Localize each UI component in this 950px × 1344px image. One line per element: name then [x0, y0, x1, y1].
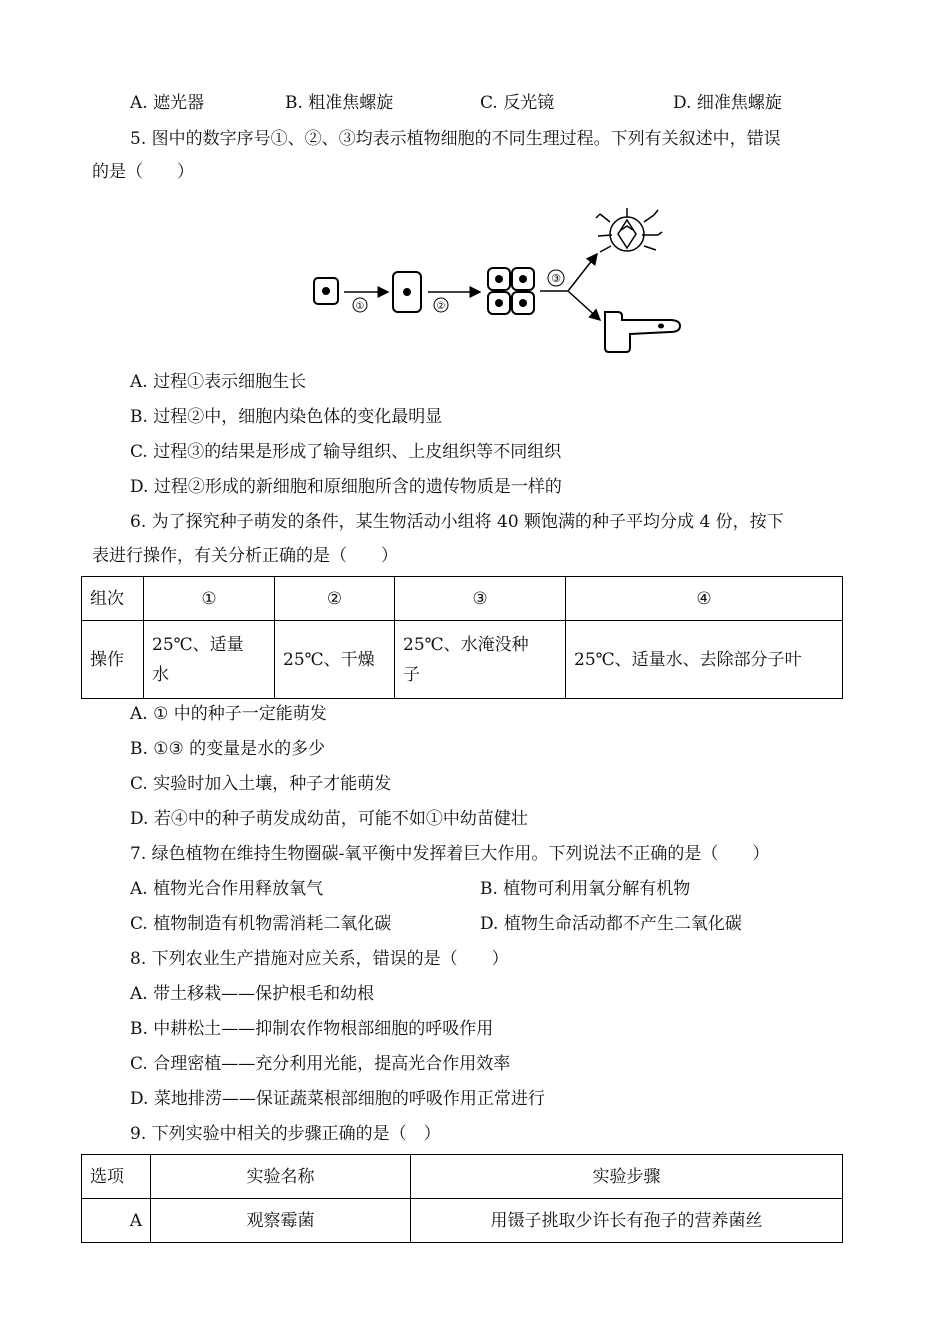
q8-option-c: C. 合理密植——充分利用光能，提高光合作用效率 [130, 1054, 511, 1074]
cell-process-diagram [300, 202, 700, 362]
q6-header-4: ④ [566, 577, 843, 621]
q6-cell-3-line1: 25℃、水淹没种 [403, 634, 529, 655]
q6-header-group: 组次 [82, 577, 144, 621]
q5-stem-line1: 5. 图中的数字序号①、②、③均表示植物细胞的不同生理过程。下列有关叙述中，错误 [130, 129, 781, 149]
q6-option-a: A. ① 中的种子一定能萌发 [130, 704, 327, 724]
q8-option-a: A. 带土移栽——保护根毛和幼根 [130, 984, 375, 1004]
q6-cell-1-line2: 水 [152, 664, 169, 685]
differentiated-cell-bottom [605, 312, 680, 352]
divided-cells [488, 268, 534, 314]
q6-option-c: C. 实验时加入土壤，种子才能萌发 [130, 774, 392, 794]
q7-option-c: C. 植物制造有机物需消耗二氧化碳 [130, 914, 392, 934]
q9-header-name: 实验名称 [151, 1155, 411, 1199]
q9-row-a-name: 观察霉菌 [151, 1199, 411, 1243]
q4-option-d: D. 细准焦螺旋 [673, 93, 782, 113]
q7-option-a: A. 植物光合作用释放氧气 [130, 879, 324, 899]
q5-option-b: B. 过程②中，细胞内染色体的变化最明显 [130, 407, 443, 427]
q6-cell-1 [144, 621, 275, 699]
arrow-process-3 [540, 254, 600, 320]
q5-option-d: D. 过程②形成的新细胞和原细胞所含的遗传物质是一样的 [130, 477, 562, 497]
grown-cell [393, 272, 421, 312]
q6-table [81, 576, 843, 699]
q8-option-b: B. 中耕松土——抑制农作物根部细胞的呼吸作用 [130, 1019, 494, 1039]
q4-option-c: C. 反光镜 [480, 93, 555, 113]
q6-cell-2: 25℃、干燥 [275, 621, 395, 699]
q6-cell-3-line2: 子 [403, 664, 420, 685]
label-process-3: ③ [551, 272, 561, 285]
q5-option-c: C. 过程③的结果是形成了输导组织、上皮组织等不同组织 [130, 442, 562, 462]
q5-option-a: A. 过程①表示细胞生长 [130, 372, 307, 392]
q6-header-3: ③ [395, 577, 566, 621]
q7-option-b: B. 植物可利用氧分解有机物 [480, 879, 691, 899]
q9-table [81, 1154, 843, 1243]
q7-option-d: D. 植物生命活动都不产生二氧化碳 [480, 914, 742, 934]
q6-option-d: D. 若④中的种子萌发成幼苗，可能不如①中幼苗健壮 [130, 809, 528, 829]
label-process-2: ② [436, 301, 446, 312]
small-cell [314, 278, 338, 304]
q5-stem-line2: 的是（ ） [92, 162, 194, 182]
q9-row-a-option: A [82, 1199, 151, 1243]
q9-stem: 9. 下列实验中相关的步骤正确的是（ ） [130, 1124, 441, 1144]
q6-option-b: B. ①③ 的变量是水的多少 [130, 739, 326, 759]
differentiated-cell-top [596, 208, 662, 252]
q9-header-option: 选项 [82, 1155, 151, 1199]
q9-header-steps: 实验步骤 [411, 1155, 843, 1199]
q4-option-a: A. 遮光器 [130, 93, 205, 113]
q4-option-b: B. 粗准焦螺旋 [285, 93, 394, 113]
q6-cell-3 [395, 621, 566, 699]
q7-stem: 7. 绿色植物在维持生物圈碳-氧平衡中发挥着巨大作用。下列说法不正确的是（ ） [130, 844, 770, 864]
arrow-process-1 [344, 292, 388, 312]
q6-header-2: ② [275, 577, 395, 621]
q6-stem-line2: 表进行操作，有关分析正确的是（ ） [92, 546, 398, 566]
q8-option-d: D. 菜地排涝——保证蔬菜根部细胞的呼吸作用正常进行 [130, 1089, 545, 1109]
q6-stem-line1: 6. 为了探究种子萌发的条件，某生物活动小组将 40 颗饱满的种子平均分成 4 份，按下 [130, 512, 784, 532]
q6-cell-1-line1: 25℃、适量 [152, 634, 244, 655]
q6-row-label: 操作 [82, 621, 144, 699]
q8-stem: 8. 下列农业生产措施对应关系，错误的是（ ） [130, 949, 509, 969]
label-process-1: ① [355, 301, 365, 312]
q6-cell-4: 25℃、适量水、去除部分子叶 [566, 621, 843, 699]
q9-row-a-steps: 用镊子挑取少许长有孢子的营养菌丝 [411, 1199, 843, 1243]
q6-header-1: ① [144, 577, 275, 621]
